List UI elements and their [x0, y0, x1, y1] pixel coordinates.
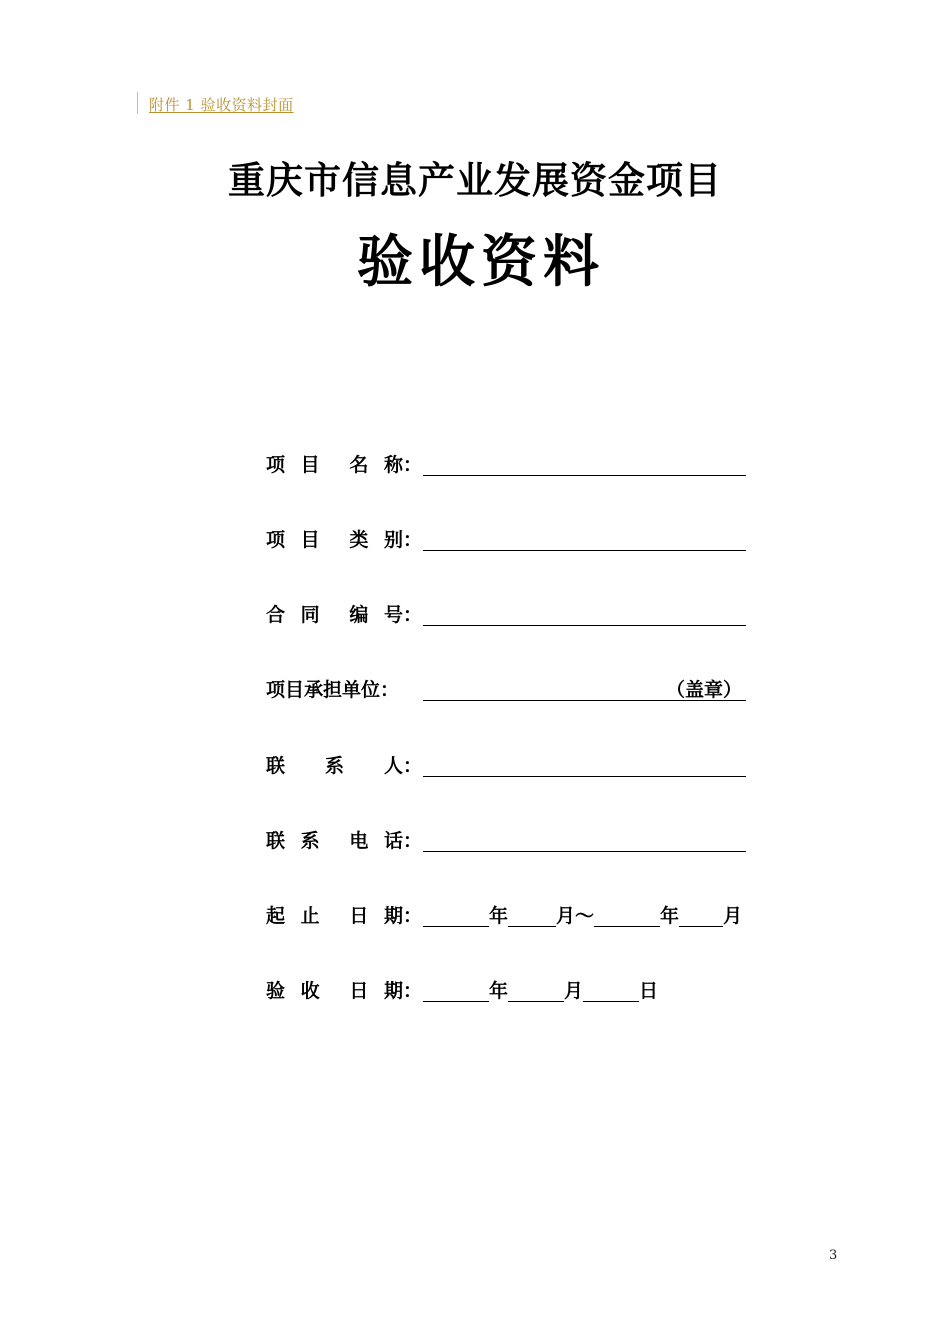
end-year-blank[interactable] — [594, 901, 660, 927]
undertaking-unit-blank[interactable] — [423, 675, 746, 701]
acceptance-day-blank[interactable] — [583, 976, 639, 1002]
field-label: 联 系 人： — [266, 755, 422, 777]
field-label: 联 系 电 话： — [266, 830, 422, 852]
field-acceptance-date: 验 收 日 期： 年 月 日 — [266, 976, 658, 1006]
stamp-note: （盖章） — [665, 679, 742, 701]
field-label: 项 目 类 别： — [266, 529, 422, 551]
contract-number-blank[interactable] — [423, 600, 746, 626]
field-label: 项 目 名 称： — [266, 454, 422, 476]
acceptance-month-blank[interactable] — [508, 976, 564, 1002]
page-number: 3 — [829, 1248, 838, 1263]
project-category-blank[interactable] — [423, 525, 746, 551]
field-start-end-date: 起 止 日 期： 年 月 ～ 年 月 — [266, 901, 742, 931]
start-month-blank[interactable] — [508, 901, 556, 927]
document-title: 重庆市信息产业发展资金项目 — [228, 158, 722, 202]
contact-person-blank[interactable] — [423, 751, 746, 777]
end-month-blank[interactable] — [679, 901, 723, 927]
attachment-label[interactable]: 附件 1 验收资料封面 — [149, 96, 294, 114]
field-label: 项目承担单位： — [266, 679, 400, 701]
document-subtitle: 验收资料 — [357, 229, 605, 295]
field-label: 合 同 编 号： — [266, 604, 422, 626]
project-name-blank[interactable] — [423, 450, 746, 476]
acceptance-year-blank[interactable] — [423, 976, 489, 1002]
field-label: 验 收 日 期： — [266, 980, 422, 1002]
field-label: 起 止 日 期： — [266, 905, 422, 927]
contact-phone-blank[interactable] — [423, 826, 746, 852]
margin-marker — [137, 92, 138, 114]
start-year-blank[interactable] — [423, 901, 489, 927]
